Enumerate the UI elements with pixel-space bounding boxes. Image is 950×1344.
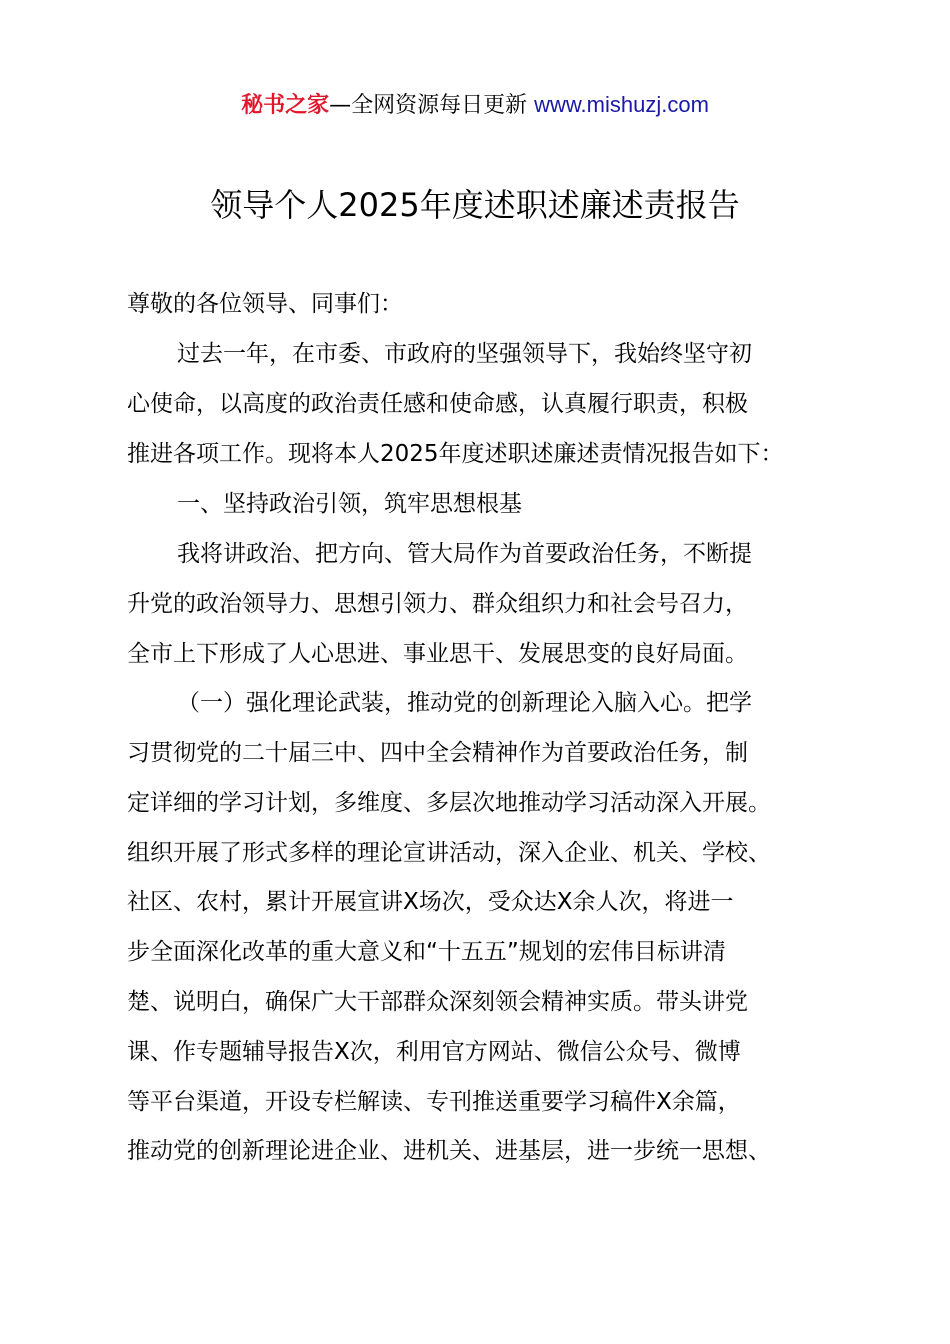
paragraph-line: 推动党的创新理论进企业、进机关、进基层，进一步统一思想、	[127, 1138, 771, 1164]
salutation-line: 尊敬的各位领导、同事们：	[127, 291, 403, 317]
paragraph-line: 过去一年，在市委、市政府的坚强领导下，我始终坚守初	[177, 341, 752, 367]
site-brand-name: 秘书之家	[241, 93, 330, 118]
paragraph-line: 等平台渠道，开设专栏解读、专刊推送重要学习稿件X余篇，	[127, 1089, 741, 1115]
paragraph-line: 步全面深化改革的重大意义和“十五五”规划的宏伟目标讲清	[127, 939, 726, 965]
paragraph-line: 定详细的学习计划，多维度、多层次地推动学习活动深入开展。	[127, 790, 771, 816]
paragraph-line: 课、作专题辅导报告X次，利用官方网站、微信公众号、微博	[127, 1039, 741, 1065]
paragraph-line: 楚、说明白，确保广大干部群众深刻领会精神实质。带头讲党	[127, 989, 748, 1015]
paragraph-line: 升党的政治领导力、思想引领力、群众组织力和社会号召力，	[127, 591, 748, 617]
paragraph-line: 推进各项工作。现将本人2025年度述职述廉述责情况报告如下：	[127, 441, 784, 467]
site-tagline: —全网资源每日更新	[329, 93, 535, 118]
paragraph-line: 习贯彻党的二十届三中、四中全会精神作为首要政治任务，制	[127, 740, 748, 766]
paragraph-line: 我将讲政治、把方向、管大局作为首要政治任务，不断提	[177, 541, 752, 567]
paragraph-line: 全市上下形成了人心思进、事业思干、发展思变的良好局面。	[127, 641, 748, 667]
site-url-link[interactable]: www.mishuzj.com	[534, 92, 709, 117]
paragraph-line: 社区、农村，累计开展宣讲X场次，受众达X余人次，将进一	[127, 889, 734, 915]
site-header	[0, 90, 950, 121]
document-title: 领导个人2025年度述职述廉述责报告	[210, 186, 740, 224]
paragraph-line: 心使命，以高度的政治责任感和使命感，认真履行职责，积极	[127, 391, 748, 417]
subsection-line: （一）强化理论武装，推动党的创新理论入脑入心。把学	[177, 690, 752, 716]
paragraph-line: 组织开展了形式多样的理论宣讲活动，深入企业、机关、学校、	[127, 840, 771, 866]
section-heading: 一、坚持政治引领，筑牢思想根基	[177, 491, 522, 517]
